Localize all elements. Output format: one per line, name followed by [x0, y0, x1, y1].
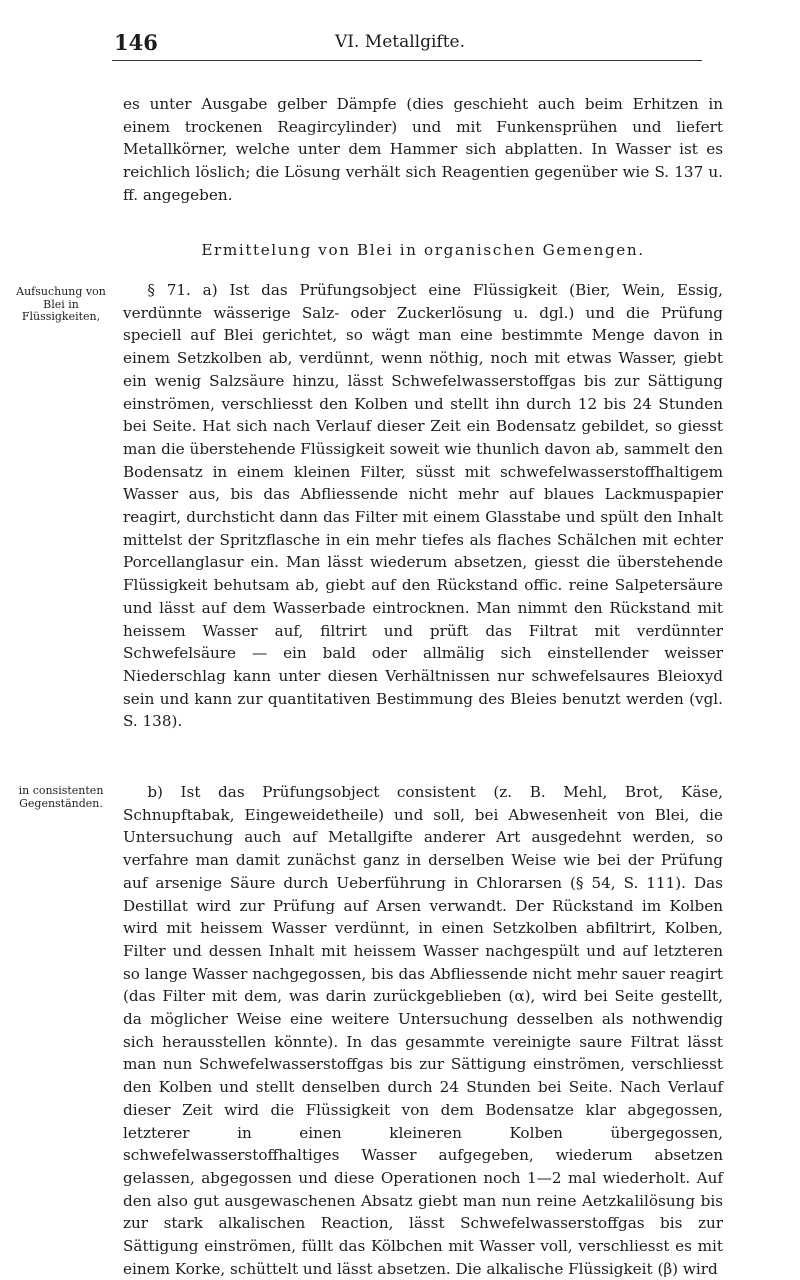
- paragraph-a-block: [123, 279, 723, 733]
- section-heading: Ermittelung von Blei in organischen Gemengen.: [201, 241, 645, 259]
- paragraph-b: b) Ist das Prüfungsobject consistent (z. B. Mehl, Brot, Käse, Schnupftabak, Eingeweidetheile) und soll, bei Abwesenheit von Blei, die Untersuchung auch auf Metallgifte anderer Art ausgedehnt werden, so verfahre man damit zunächst ganz in derselben Weise wie bei der Prüfung auf arsenige Säure durch Ueberführung in Chlorarsen (§ 54, S. 111). Das Destillat wird zur Prüfung auf Arsen verwandt. Der Rückstand im Kolben wird mit heissem Wasser verdünnt, in einen Setzkolben abfiltrirt, Kolben, Filter und dessen Inhalt mit heissem Wasser nachgespült und auf letzteren so lange Wasser nachgegossen, bis das Abfliessende nicht mehr sauer reagirt (das Filter mit dem, was darin zurückgeblieben (α), wird bei Seite gestellt, da möglicher Weise eine weitere Untersuchung desselben als nothwendig sich herausstellen könnte). In das gesammte vereinigte saure Filtrat lässt man nun Schwefelwasserstoffgas bis zur Sättigung einströmen, verschliesst den Kolben und stellt denselben durch 24 Stunden bei Seite. Nach Verlauf dieser Zeit wird die Flüssigkeit von dem Bodensatze klar abgegossen, letzterer in einen kleineren Kolben übergegossen, schwefelwasserstoffhaltiges Wasser aufgegeben, wiederum absetzen gelassen, abgegossen und diese Operationen noch 1—2 mal wiederholt. Auf den also gut ausgewaschenen Absatz giebt man nun reine Aetzkalilösung bis zur stark alkalischen Reaction, lässt Schwefelwasserstoffgas bis zur Sättigung einströmen, füllt das Kölbchen mit Wasser voll, verschliesst es mit einem Korke, schüttelt und lässt absetzen. Die alkalische Flüssigkeit (β) wird: [123, 783, 723, 1278]
- margin-note-liquids: Aufsuchung von Blei in Flüssigkeiten,: [16, 285, 106, 323]
- intro-paragraph-block: [123, 93, 723, 207]
- chapter-title: VI. Metallgifte.: [334, 32, 465, 52]
- intro-paragraph: es unter Ausgabe gelber Dämpfe (dies geschieht auch beim Erhitzen in einem trockenen Reagircylinder) und mit Funkensprühen und liefert Metallkörner, welche unter dem Hammer sich abplatten. In Wasser ist es reichlich löslich; die Lösung verhält sich Reagentien gegenüber wie S. 137 u. ff. angegeben.: [123, 95, 723, 204]
- running-head: [0, 30, 800, 60]
- header-rule: [112, 60, 702, 61]
- margin-note-solids: in consistenten Gegenständen.: [18, 784, 104, 810]
- paragraph-b-block: [123, 781, 723, 1280]
- paragraph-a: § 71. a) Ist das Prüfungsobject eine Flüssigkeit (Bier, Wein, Essig, verdünnte wässerige Salz- oder Zuckerlösung u. dgl.) und die Prüfung speciell auf Blei gerichtet, so wägt man eine bestimmte Menge davon in einem Setzkolben ab, verdünnt, wenn nöthig, noch mit etwas Wasser, giebt ein wenig Salzsäure hinzu, lässt Schwefelwasserstoffgas bis zur Sättigung einströmen, verschliesst den Kolben und stellt ihn durch 12 bis 24 Stunden bei Seite. Hat sich nach Verlauf dieser Zeit ein Bodensatz gebildet, so giesst man die überstehende Flüssigkeit soweit wie thunlich davon ab, sammelt den Bodensatz in einem kleinen Filter, süsst mit schwefelwasserstoffhaltigem Wasser aus, bis das Abfliessende nicht mehr auf blaues Lackmuspapier reagirt, durchsticht dann das Filter mit einem Glasstabe und spült den Inhalt mittelst der Spritzflasche in ein mehr tiefes als flaches Schälchen mit echter Porcellanglasur ein. Man lässt wiederum absetzen, giesst die überstehende Flüssigkeit behutsam ab, giebt auf den Rückstand offic. reine Salpetersäure und lässt auf dem Wasserbade eintrocknen. Man nimmt den Rückstand mit heissem Wasser auf, filtrirt und prüft das Filtrat mit verdünnter Schwefelsäure — ein bald oder allmälig sich einstellender weisser Niederschlag kann unter diesen Verhältnissen nur schwefelsaures Bleioxyd sein und kann zur quantitativen Bestimmung des Bleies benutzt werden (vgl. S. 138).: [123, 281, 723, 731]
- page-number: 146: [114, 30, 158, 55]
